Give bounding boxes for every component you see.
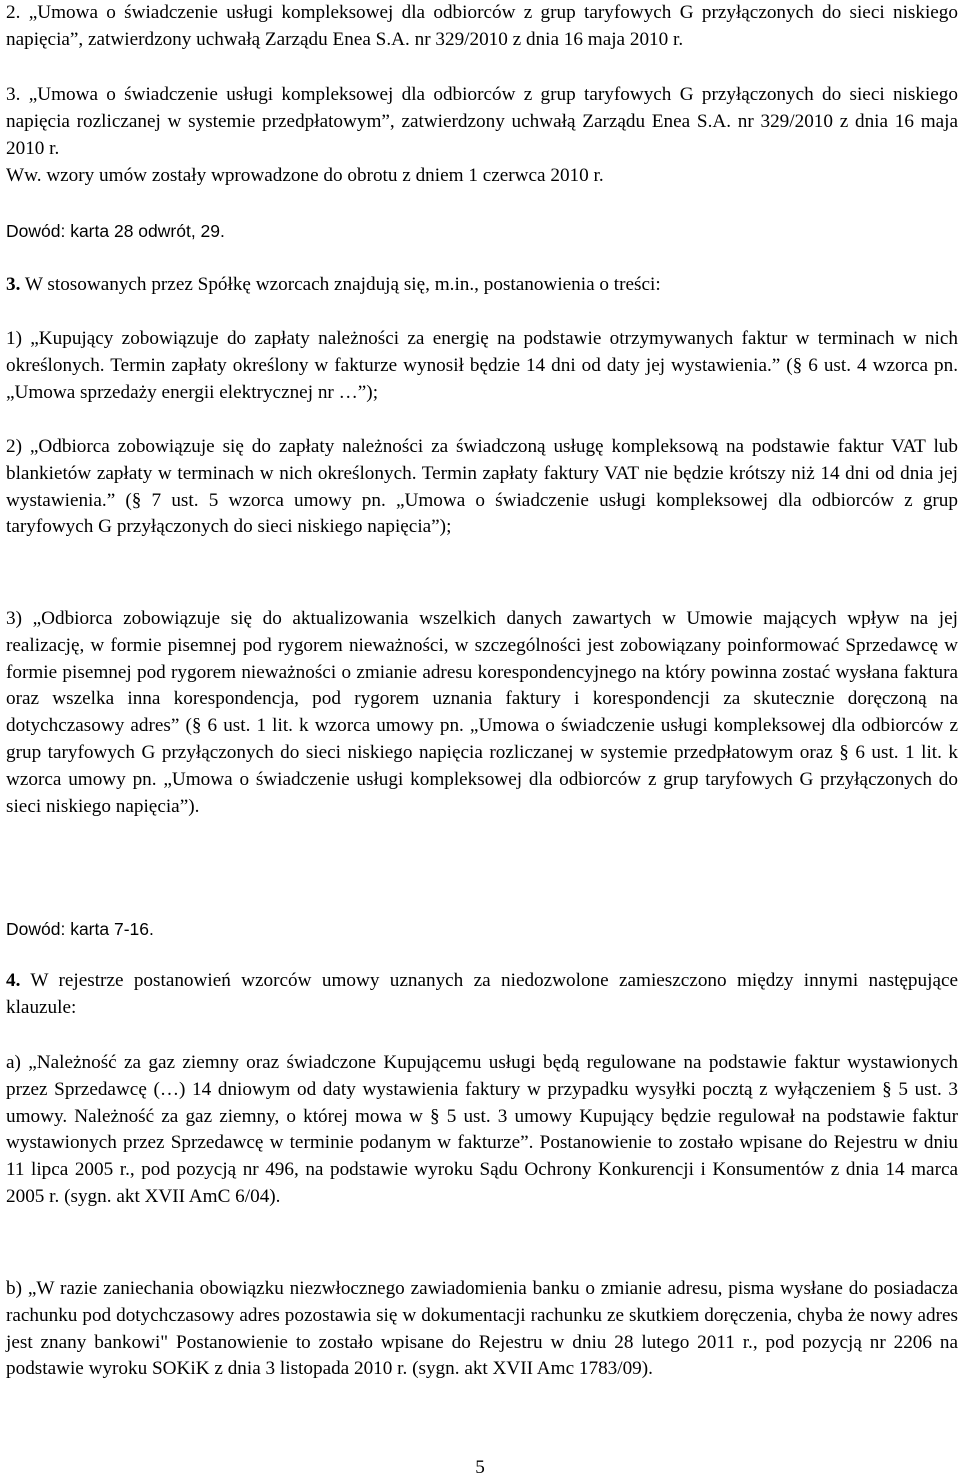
section-4-heading: [6, 968, 958, 1022]
section-4-heading-text: W rejestrze postanowień wzorców umowy uznanych za niedozwolone zamieszczono między innymi następujące klauzule:: [6, 970, 958, 1018]
intro-item-2: 2. „Umowa o świadczenie usługi kompleksowej dla odbiorców z grup taryfowych G przyłączonych do sieci niskiego napięcia”, zatwierdzony uchwałą Zarządu Enea S.A. nr 329/2010 z dnia 16 maja 2010 r.: [6, 2, 958, 50]
section-3-item-1: 1) „Kupujący zobowiązuje do zapłaty należności za energię na podstawie otrzymywanych faktur w terminach w nich określonych. Termin zapłaty określony w fakturze wynosił będzie 14 dni od daty jej wystawienia.” (§ 6 ust. 4 wzorca pn. „Umowa sprzedaży energii elektrycznej nr …”);: [6, 328, 958, 403]
section-4-number: 4.: [6, 970, 21, 991]
section-3-item-3: 3) „Odbiorca zobowiązuje się do aktualizowania wszelkich danych zawartych w Umowie mających wpływ na jej realizację, w formie pisemnej pod rygorem nieważności, w szczególności jest zobowiązany poinformować Sprzedawcę w formie pisemnej pod rygorem nieważności o zmianie adresu korespondencyjnego na który powinna zostać wysłana faktura oraz wszelka inna korespondencja, pod rygorem uznania faktury i korespondencji za skutecznie doręczoną na dotychczasowy adres” (§ 6 ust. 1 lit. k wzorca umowy pn. „Umowa o świadczenie usługi kompleksowej dla odbiorców z grup taryfowych G przyłączonych do sieci niskiego napięcia rozliczanej w systemie przedpłatowym oraz § 6 ust. 1 lit. k wzorca umowy pn. „Umowa o świadczenie usługi kompleksowej dla odbiorców z grup taryfowych G przyłączonych do sieci niskiego napięcia”).: [6, 608, 958, 817]
section-3-number: 3.: [6, 274, 21, 295]
evidence-note-1: Dowód: karta 28 odwrót, 29.: [6, 221, 225, 241]
section-4-item-a: a) „Należność za gaz ziemny oraz świadczone Kupującemu usługi będą regulowane na podstawie faktur wystawionych przez Sprzedawcę (…) 14 dniowym od daty wystawienia faktury w przypadku wysyłki pocztą z wyłączeniem § 5 ust. 3 umowy. Należność za gaz ziemny, o której mowa w § 5 ust. 3 umowy Kupujący będzie regulował na podstawie faktur wystawionych przez Sprzedawcę w terminie podanym w fakturze”. Postanowienie to zostało wpisane do Rejestru w dniu 11 lipca 2005 r., pod pozycją nr 496, na podstawie wyroku Sądu Ochrony Konkurencji i Konsumentów z dnia 14 marca 2005 r. (sygn. akt XVII AmC 6/04).: [6, 1052, 958, 1207]
intro-item-3: 3. „Umowa o świadczenie usługi kompleksowej dla odbiorców z grup taryfowych G przyłączonych do sieci niskiego napięcia rozliczanej w systemie przedpłatowym”, zatwierdzony uchwałą Zarządu Enea S.A. nr 329/2010 z dnia 16 maja 2010 r.: [6, 84, 958, 159]
page-number: 5: [475, 1457, 485, 1478]
evidence-note-2: Dowód: karta 7-16.: [6, 919, 154, 939]
section-4-item-b: b) „W razie zaniechania obowiązku niezwłocznego zawiadomienia banku o zmianie adresu, pisma wysłane do posiadacza rachunku pod dotychczasowy adres pozostawia się w dokumentacji rachunku ze skutkiem doręczenia, chyba że nowy adres jest znany bankowi" Postanowienie to zostało wpisane do Rejestru w dniu 28 lutego 2011 r., pod pozycją nr 2206 na podstawie wyroku SOKiK z dnia 3 listopada 2010 r. (sygn. akt XVII Amc 1783/09).: [6, 1278, 958, 1380]
intro-note: Ww. wzory umów zostały wprowadzone do obrotu z dniem 1 czerwca 2010 r.: [6, 165, 604, 186]
section-3-heading: [6, 272, 958, 299]
section-3-heading-text: W stosowanych przez Spółkę wzorcach znajdują się, m.in., postanowienia o treści:: [20, 274, 661, 295]
section-3-item-2: 2) „Odbiorca zobowiązuje się do zapłaty należności za świadczoną usługę kompleksową na podstawie faktur VAT lub blankietów zapłaty w terminach w nich określonych. Termin zapłaty faktury VAT nie będzie krótszy niż 14 dni od dnia jej wystawienia.” (§ 7 ust. 5 wzorca umowy pn. „Umowa o świadczenie usługi kompleksowej dla odbiorców z grup taryfowych G przyłączonych do sieci niskiego napięcia”);: [6, 436, 958, 538]
